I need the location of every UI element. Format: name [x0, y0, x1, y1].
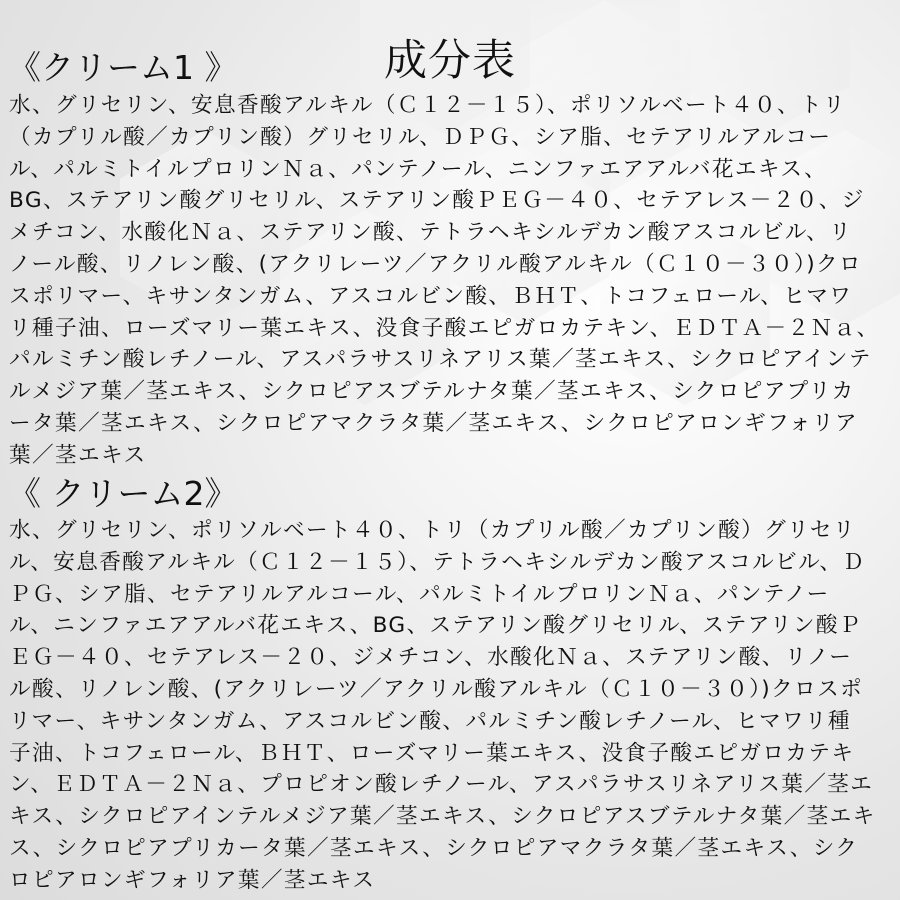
cream-1-heading: 《クリーム1 》 [8, 48, 238, 87]
cream-2-heading: 《 クリーム2》 [8, 474, 238, 513]
cream-2-ingredient-list: 水、グリセリン、ポリソルベート４０、トリ（カプリル酸／カプリン酸）グリセリ ル、安息香酸アルキル（Ｃ１２－１５）、テトラヘキシルデカン酸アスコルビル、Ｄ ＰＧ、シア脂、セテアリルアルコール、パルミトイルプロリンＮａ、パンテノー ル、ニンファエアアルバ花エキス、BG、ステアリン酸グリセリル、ステアリン酸Ｐ ＥＧ－４０、セテアレス－２０、ジメチコン、水酸化Ｎａ、ステアリン酸、リノー ル酸、リノレン酸、(アクリレーツ／アクリル酸アルキル（Ｃ１０－３０）)クロスポ リマー、キサンタンガム、アスコルビン酸、パルミチン酸レチノール、ヒマワリ種 子油、トコフェロール、ＢＨＴ、ローズマリー葉エキス、没食子酸エピガロカテキ ン、ＥＤＴＡ－２Ｎａ、プロピオン酸レチノール、アスパラサスリネアリス葉／茎エ キス、シクロピアインテルメジア葉／茎エキス、シクロピアスブテルナタ葉／茎エキ ス、シクロピアプリカータ葉／茎エキス、シクロピアマクラタ葉／茎エキス、シク ロピアロンギフォリア葉／茎エキス [9, 518, 876, 893]
cream-1-ingredient-list: 水、グリセリン、安息香酸アルキル（Ｃ１２－１５）、ポリソルベート４０、トリ （カプリル酸／カプリン酸）グリセリル、ＤＰＧ、シア脂、セテアリルアルコー ル、パルミトイルプロリンＮａ、パンテノール、ニンファエアアルバ花エキス、 BG、ステアリン酸グリセリル、ステアリン酸ＰＥＧ－４０、セテアレス－２０、ジ メチコン、水酸化Ｎａ、ステアリン酸、テトラヘキシルデカン酸アスコルビル、リ ノール酸、リノレン酸、(アクリレーツ／アクリル酸アルキル（Ｃ１０－３０）)クロ スポリマー、キサンタンガム、アスコルビン酸、ＢＨＴ、トコフェロール、ヒマワ リ種子油、ローズマリー葉エキス、没食子酸エピガロカテキン、ＥＤＴＡ－２Ｎａ、 パルミチン酸レチノール、アスパラサスリネアリス葉／茎エキス、シクロピアインテ ルメジア葉／茎エキス、シクロピアスブテルナタ葉／茎エキス、シクロピアプリカ ータ葉／茎エキス、シクロピアマクラタ葉／茎エキス、シクロピアロンギフォリア 葉／茎エキス [9, 93, 880, 468]
page-title: 成分表 [384, 35, 516, 86]
